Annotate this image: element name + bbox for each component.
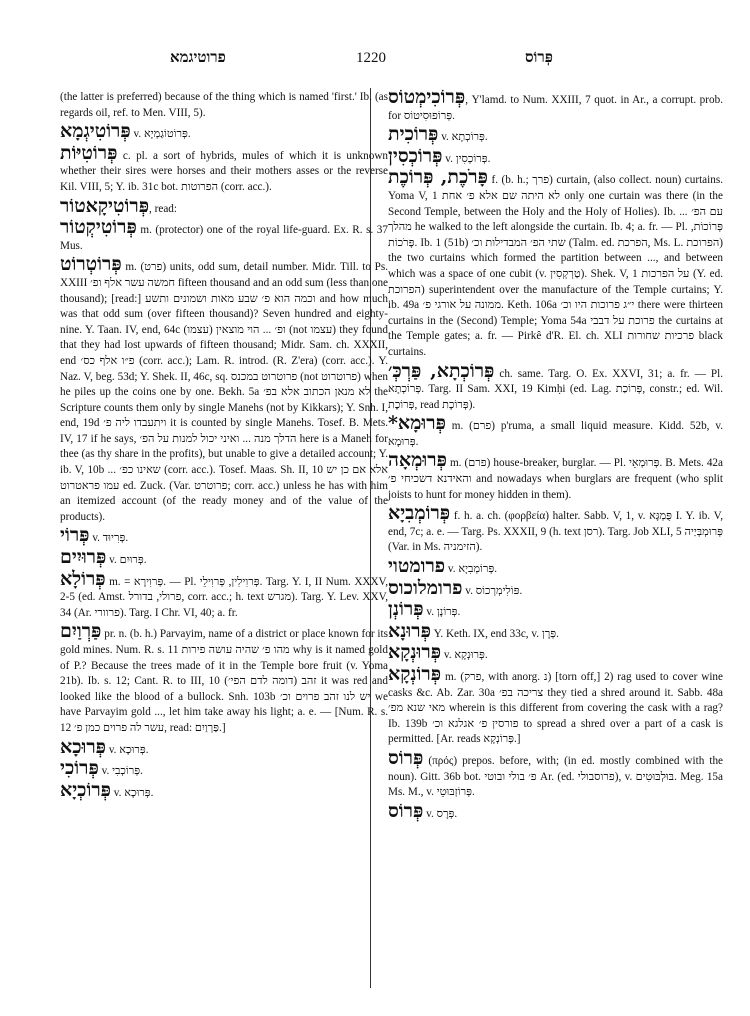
entry-text: c. pl. a sort of hybrids, mules of which it is unknown whether their sires were horses and their mothers asses or the reverse Kil. VIII, 5; Y. ib. 31c bot. הפרוטות (corr. acc.). [60, 149, 389, 193]
entry-text: , Y'lamd. to Num. XXIII, 7 quot. in Ar., a corrupt. prob. for פְּרוֹפוּסִיטוֹס. [388, 94, 723, 122]
entry-text: (the latter is preferred) because of the thing which is named 'first.' Ib. (as regards oil, ref. to Men. VIII, 5). [60, 91, 388, 119]
entry-text: m. (protector) one of the royal life-guard. Ex. R. s. 37 Mus. [60, 224, 388, 252]
headword: פְּרוֹכִי [60, 757, 99, 780]
headword: פְּרוֹמְבִיָא [388, 502, 451, 525]
entry-text: m. (פרם) p'ruma, a small liquid measure. Kidd. 52b, v. פְּרוּמָא. [388, 420, 723, 448]
dictionary-entry [388, 86, 723, 124]
dictionary-entry [388, 359, 724, 414]
dictionary-entry [388, 123, 723, 146]
entry-text: v. פְּרוֹכְתָא. [441, 131, 488, 144]
dictionary-entry [388, 166, 724, 360]
headword: פְּרוּיִים [60, 546, 107, 569]
headword: פְּרוֹכִימְטוֹס [388, 86, 466, 108]
entry-text: (πρός) prepos. before, with; (in ed. mostly combined with the noun). Gitt. 36b bot. פ׳ בולי ובוטי Ar. (ed. פרוסבולי), v. בּוּלְבּוּטִים. Meg. 15a Ms. M., v. פְּרוֹזְבּוּטֵי. [388, 754, 723, 799]
entry-text: v. פְּרוֹטוֹגַמְיָא. [133, 128, 191, 141]
headword: פְּרוֹכְסִין [388, 144, 443, 167]
headword: פרומטוי [388, 555, 446, 578]
dictionary-entry [388, 576, 723, 600]
entry-text: v. פּוֹלִימְרְכוֹס. [465, 584, 523, 597]
entry-text: pr. n. (b. h.) Parvayim, name of a district or place known for its gold mines. Num. R. s. 11 מהו פ׳ שהיה עושה פירות why is it named gold of P.? Because the trees made of it in the Temple bore fruit (v. Yoma 21b). Ib. s. 12; Cant. R. to III, 10 זהב (דומה לדם הפי׳) it was red and looked like the blood of a bullock. Snh. 103b יש לנו זהב פרוים וכ׳ we have Parvayim gold ..., let him take away his light; a. e. — [Num. R. s. 12 עשר לה פרוים כמן פ׳, read: פַּרְוַיִם.] [60, 628, 389, 734]
dictionary-entry [60, 778, 388, 802]
header-right-word: פְּרוֹס [525, 50, 553, 66]
entry-text: m. (פרט) units, odd sum, detail number. Midr. Till. to Ps. XXIII חמשה עשר אלף ופ׳ fifteen thousand and an odd sum (less than one thousand); [read:] וכמה הוא פ׳ שבע מאות ושמונים ותשע and how much was that odd sum (over fifteen thousand)? Seven hundred and eighty-nine. Y. Taan. IV, end, 64c ופ׳ ... הוי מוצאין (עצמו) (not עצמו) they found that they had lost upwards of fifteen thousand; Midr. Sam. ch. XXXII, end פ״ו אלף כס׳ (corr. acc.); Lam. R. introd. (R. Z'era) (corr. acc.). Y. Naz. V, beg. 53d; Y. Shek. II, 46c, sq. פרוטרוט במכנס (not פרוטרוט) when he piles up the coins one by one. Bekh. 5a לא מנאן הכתוב אלא בפ׳ the Scripture counts them only by single Manehs (not by Kikkars); Y. Snh. I, end, 19d ויתעבדו ליה פ׳ it is counted by single Manehs. Tosef. B. Mets. IV, 17 if he says, הדלך מנה ... ואיני יכול למנות על הפ׳ here is a Maneh for thee (as thy share in the profits), but unable to give a detailed account; Y. ib. V, 10b ... שאינו כפ׳ (corr. acc.). Tosef. Maas. Sh. II, 10 אלא אם כן יש עמו פראטרוט ed. Zuck. (Var. פרוטרט; corr. acc.) unless he has with him an itemized account (of the ready money and of the value of the products). [60, 261, 389, 523]
headword: פְּרוֹס [388, 799, 424, 822]
headword: פרומלוכוס [388, 576, 463, 599]
entry-text: v. פְּרוֹנָן. [426, 606, 461, 619]
dictionary-entry [60, 194, 388, 218]
dictionary-entry [60, 567, 388, 622]
right-column [388, 86, 724, 825]
headword: פְּרוּנְקָא [388, 641, 442, 664]
entry-text: v. פְּרוֹמְבִיָא. [447, 563, 498, 576]
entry-text: v. פְּרוּכָא. [108, 743, 149, 756]
entry-text: v. פְּרִיוּד. [92, 532, 129, 545]
entry-text: v. פְּרוּכָא. [113, 786, 154, 799]
dictionary-entry [388, 449, 723, 503]
headword: פְּרוֹס [388, 746, 424, 769]
headword: פְּרוּכָא [60, 735, 107, 758]
entry-text: m. (פרק, with anorg. נ) [torn off,] 2) rag used to cover wine casks &c. Ab. Zar. 30a צריכה בפ׳ they tied a shred around it. Sabb. 48a מאי שנא מפ׳ wherein is this different from covering the cask with a rag? Ib. 139b פורסין פ׳ אגלגא וכ׳ to spread a shred over a part of a cask is permitted. [Ar. reads פְּרוֹנְקָא.] [388, 671, 724, 746]
headword: פְּרוֹטִיגְמָא [60, 120, 131, 143]
headword: פְּרוּמָא* [388, 412, 446, 435]
dictionary-entry [60, 120, 388, 143]
dictionary-entry [60, 757, 388, 780]
headword: פְּרוֹטִיּוֹת [60, 141, 118, 164]
dictionary-entry [388, 641, 723, 664]
header-left-word: פרוטיגמא [170, 50, 226, 66]
dictionary-entry [388, 502, 724, 556]
dictionary-entry [388, 598, 723, 621]
headword: פְּרוֹטִיקְטוֹר [60, 216, 137, 239]
entry-text: m. = פְּרוִירָא. — Pl. פְּרוִילִין, פְּרוִילֵי. Targ. Y. I, II Num. XXXV, 2-5 (ed. Amst. פרולי, בדורל, corr. acc.; h. text מגרש). Targ. Y. Lev. XXV, 34 (Ar. פרוורי). Targ. I Chr. VI, 40; a. fr. [60, 575, 388, 619]
left-column [60, 90, 388, 804]
entry-text: Y. Keth. IX, end 33c, v. פְּרָן. [433, 627, 559, 640]
headword: פְּרוֹטְרוֹט [60, 253, 122, 276]
headword: פְּרוּנָא [388, 619, 431, 642]
headword: פְּרוֹנְן [388, 598, 424, 621]
dictionary-entry [60, 546, 388, 569]
entry-text: v. פְּרוֹכְסִין. [445, 152, 491, 165]
dictionary-entry [60, 620, 389, 736]
headword: פְּרוּמְאָה [388, 449, 447, 472]
entry-text: v. פְּרוּיִם. [109, 554, 147, 567]
headword: פְּרוֹי [60, 524, 90, 547]
dictionary-entry [60, 524, 388, 547]
entry-text: ch. same. Targ. O. Ex. XXVI, 31; a. fr. — Pl. פְּרוֹכְתָא. Targ. II Sam. XXI, 19 Kimḥi (ed. Lag. פְּרוֹכַת, constr.; ed. Wil. פְּרוֹכֶת, read פְּרוֹכָת). [388, 367, 724, 411]
dictionary-entry [60, 253, 389, 525]
dictionary-entry [60, 735, 388, 759]
entry-text: , read: [149, 202, 177, 215]
headword: פְּרוֹכְיָא [60, 778, 111, 801]
dictionary-entry [388, 619, 723, 643]
entry-text: v. פְּרוּנְקָא. [443, 649, 488, 662]
dictionary-entry [388, 144, 723, 168]
entry-text: v. פְּרָס. [426, 807, 458, 820]
dictionary-entry [388, 746, 723, 801]
entry-text: m. (פרם) house-breaker, burglar. — Pl. פְּרוּמְאֵי. B. Mets. 42a והאידנא דשכיחי פ׳ and nowadays when burglars are frequent (who split joists to hunt for money hidden in them). [388, 457, 723, 501]
headword: פְּרוֹכִית [388, 123, 439, 146]
headword: פְּרוֹטִיקָאטוֹר [60, 194, 150, 217]
headword: פָּרֹכֶת, פְּרוֹכֶת [388, 166, 488, 189]
dictionary-entry [388, 799, 723, 823]
headword: פְּרוֹנְקָא [388, 663, 442, 685]
entry-text: f. (b. h.; פרך) curtain, (also collect. noun) curtains. Yoma V, 1 לא היתה שם אלא פ׳ אחת only one curtain was there (in the Second Temple, between the Holy and the Holy of Holies). Ib. עם הפ׳ ... מהלך he walked to the left alongside the curtain. Ib. 4; a. fr. — Pl. פְּרוֹכוֹת, פָּרֹכוֹת. Ib. 1 (51b) שתי הפ׳ המבדילות וכ׳ (Talm. ed. הפרכת, Ms. L. הפרוכת) the two curtains which formed the partition between ..., and between which was a space of one cubit (v. טַרְקְסִין). Shek. V, 1 על הפרכות (Y. ed. הפרוכת) superintendent over the manufacture of the Temple curtains; Y. ib. 49a ממונה על אורגי פ׳. Keth. 106a י״ג פרוכות היו וכ׳ there were thirteen curtains in the (Second) Temple; Yoma 54a פרוכת על דבבי the curtains at the Temple gates; a. fr. — Pirkê d'R. El. ch. XLI פרכיות שחורות black curtains. [388, 174, 724, 358]
headword: פְּרוֹכְתָא, פַּרְכְּ׳ [388, 359, 495, 382]
entry-text: v. פְּרוֹכְבִי. [101, 765, 143, 778]
dictionary-entry [388, 663, 724, 748]
dictionary-entry [388, 555, 723, 578]
dictionary-entry [60, 216, 388, 254]
headword: פַּרְוַיִם [60, 620, 102, 643]
entry-text: f. h. a. ch. (φορβεία) halter. Sabb. V, 1, v. פֻּמְגָּא I. Y. ib. V, end, 7c; a. e. — Targ. Ps. XXXII, 9 (h. text רסן). Targ. Job XLI, 5 פְּרוּמְבְּיַיה (Var. in Ms. הזימניה). [388, 510, 724, 554]
page-number: 1220 [356, 50, 386, 66]
dictionary-entry [388, 412, 723, 450]
entry-continuation [60, 90, 388, 121]
running-header [0, 50, 750, 72]
dictionary-entry [60, 141, 389, 196]
headword: פְּרוֹלָא [60, 567, 106, 590]
